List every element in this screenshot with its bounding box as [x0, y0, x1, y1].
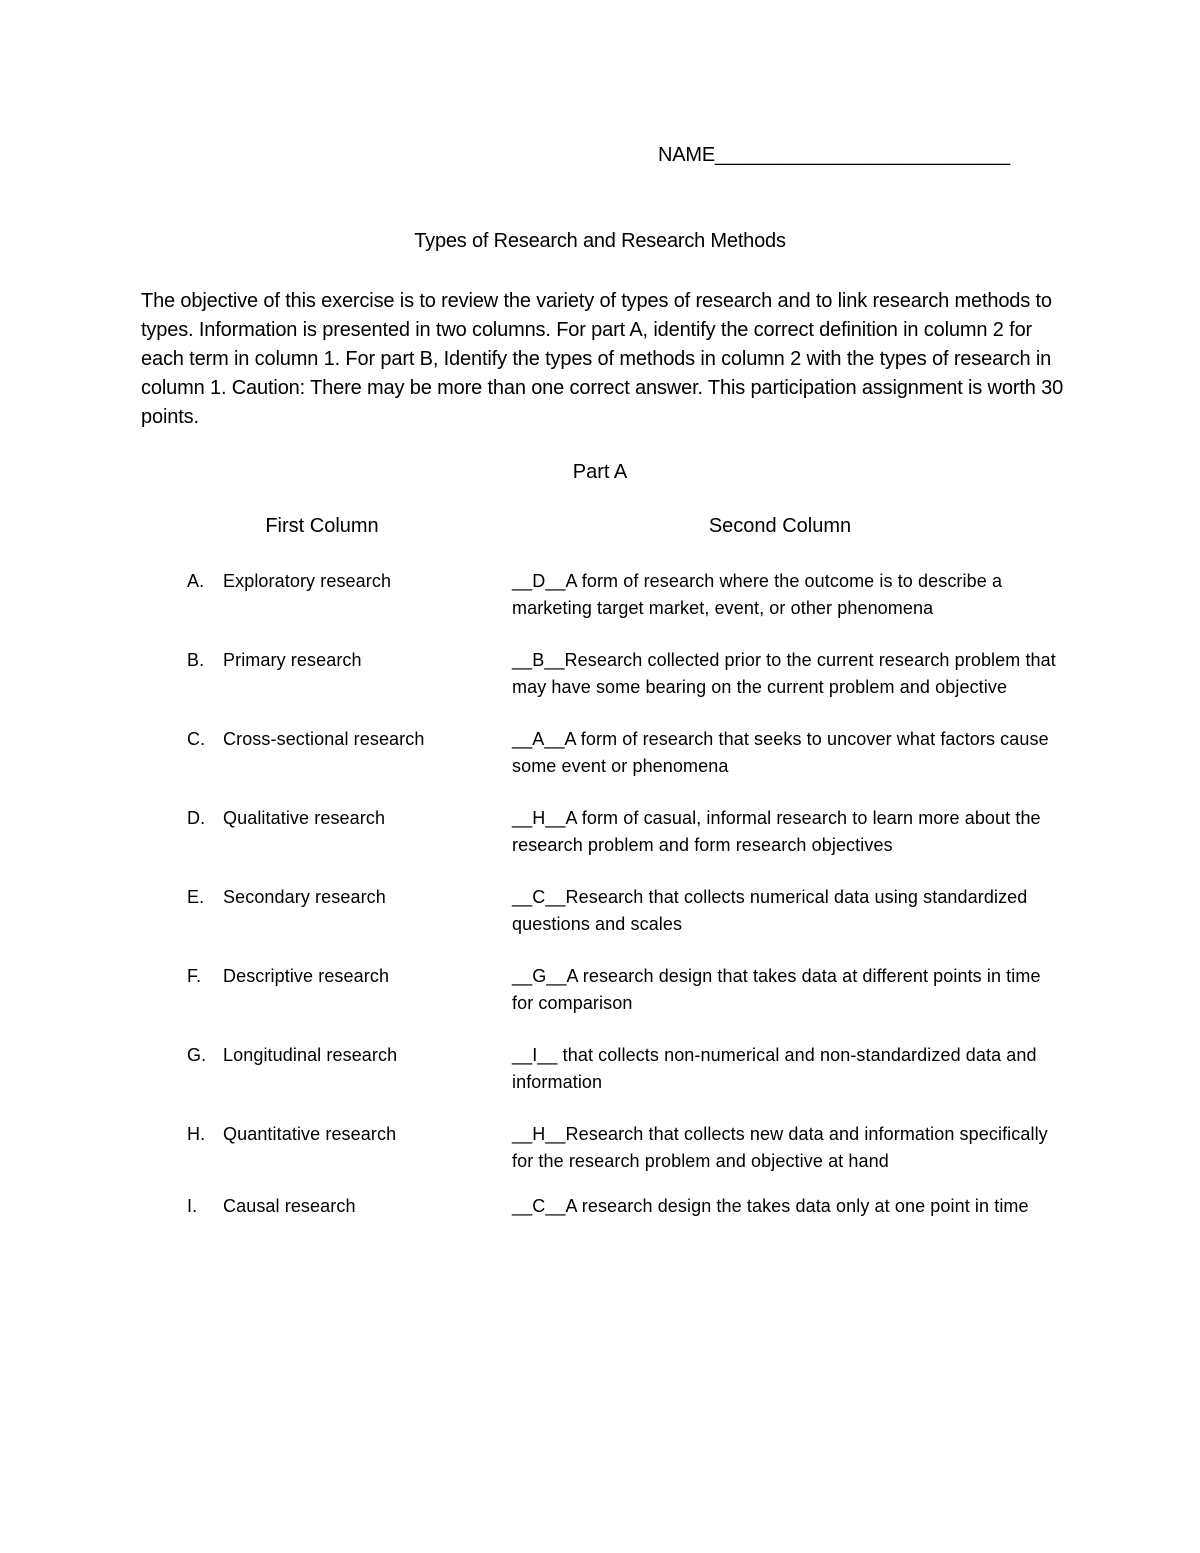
row-letter: A.	[187, 571, 205, 591]
name-field-label: NAME___________________________	[658, 144, 1010, 166]
first-column-heading: First Column	[265, 515, 379, 537]
part-a-title: Part A	[572, 461, 628, 483]
row-term: Primary research	[223, 650, 362, 670]
row-term: Cross-sectional research	[223, 729, 425, 749]
row-letter: D.	[187, 808, 206, 828]
row-letter: E.	[187, 887, 205, 907]
row-term: Qualitative research	[223, 808, 386, 828]
row-definition: __H__A form of casual, informal research to learn more about the research problem and form research objectives	[512, 808, 1041, 855]
row-definition: __C__A research design the takes data only at one point in time	[512, 1196, 1029, 1216]
row-definition: __I__ that collects non-numerical and non-standardized data and information	[512, 1045, 1037, 1092]
row-definition: __H__Research that collects new data and information specifically for the research problem and objective at hand	[512, 1124, 1048, 1171]
row-term: Longitudinal research	[223, 1045, 398, 1065]
row-letter: F.	[187, 966, 202, 986]
row-definition: __B__Research collected prior to the current research problem that may have some bearing on the current problem and objective	[512, 650, 1056, 697]
row-definition: __D__A form of research where the outcome is to describe a marketing target market, event, or other phenomena	[512, 571, 1003, 618]
row-term: Causal research	[223, 1196, 356, 1216]
row-term: Exploratory research	[223, 571, 392, 591]
second-column-heading: Second Column	[708, 515, 852, 537]
row-letter: G.	[187, 1045, 207, 1065]
row-term: Secondary research	[223, 887, 386, 907]
row-letter: B.	[187, 650, 205, 670]
row-definition: __A__A form of research that seeks to uncover what factors cause some event or phenomena	[512, 729, 1049, 776]
document-title: Types of Research and Research Methods	[414, 230, 786, 252]
row-letter: I.	[187, 1196, 198, 1216]
row-letter: H.	[187, 1124, 206, 1144]
row-term: Quantitative research	[223, 1124, 397, 1144]
row-definition: __G__A research design that takes data at different points in time for comparison	[512, 966, 1041, 1013]
row-term: Descriptive research	[223, 966, 390, 986]
intro-paragraph: The objective of this exercise is to review the variety of types of research and to link research methods to types. Information is presented in two columns. For part A, identify the correct definition in column 2 for each term in column 1. For part B, Identify the types of methods in column 2 with the types of research in column 1. Caution: There may be more than one correct answer. This participation assignment is worth 30 points.	[141, 290, 1064, 428]
row-letter: C.	[187, 729, 206, 749]
row-definition: __C__Research that collects numerical data using standardized questions and scales	[512, 887, 1028, 934]
